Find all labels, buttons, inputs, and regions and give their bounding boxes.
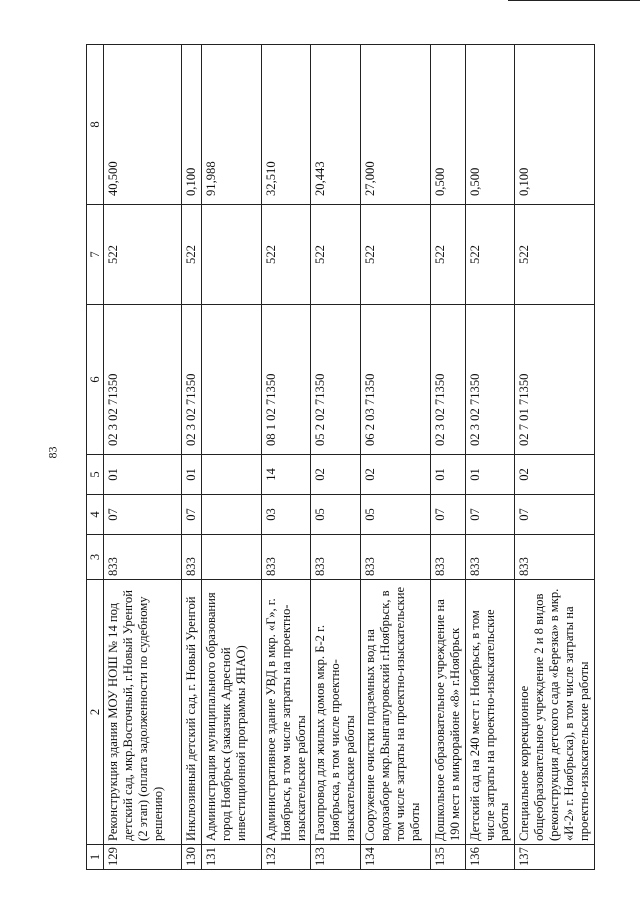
code-target-article: 06 2 03 71350 xyxy=(361,305,431,455)
row-number: 135 xyxy=(431,845,466,870)
code-subsection: 01 xyxy=(465,455,515,495)
row-number: 136 xyxy=(465,845,515,870)
page-number: 83 xyxy=(45,446,60,459)
code-target-article: 02 3 02 71350 xyxy=(465,305,515,455)
code-expense-type: 522 xyxy=(465,205,515,305)
code-subsection: 14 xyxy=(261,455,311,495)
code-section: 07 xyxy=(431,495,466,535)
code-subsection: 01 xyxy=(431,455,466,495)
row-number: 130 xyxy=(182,845,202,870)
table-row xyxy=(311,45,361,870)
code-ministry: 833 xyxy=(311,535,361,580)
code-expense-type xyxy=(201,205,261,305)
header-col-2: 2 xyxy=(87,580,104,845)
code-ministry: 833 xyxy=(465,535,515,580)
row-number: 131 xyxy=(201,845,261,870)
code-ministry xyxy=(201,535,261,580)
object-name: Дошкольное образовательное учреждение на 190 мест в микрорайоне «8» г.Ноябрьск xyxy=(431,580,466,845)
code-section: 07 xyxy=(182,495,202,535)
amount: 91,988 xyxy=(201,45,261,205)
code-subsection: 02 xyxy=(361,455,431,495)
object-name: Административное здание УВД в мкр. «Г», г. Ноябрьск, в том числе затраты на проектно-изыскательские работы xyxy=(261,580,311,845)
code-subsection xyxy=(201,455,261,495)
table-row xyxy=(261,45,311,870)
table-row xyxy=(361,45,431,870)
code-ministry: 833 xyxy=(515,535,594,580)
code-ministry: 833 xyxy=(431,535,466,580)
code-section: 07 xyxy=(515,495,594,535)
amount: 0,100 xyxy=(182,45,202,205)
code-expense-type: 522 xyxy=(261,205,311,305)
row-number: 129 xyxy=(104,845,182,870)
code-target-article: 02 3 02 71350 xyxy=(104,305,182,455)
row-number: 133 xyxy=(311,845,361,870)
table-row xyxy=(431,45,466,870)
code-expense-type: 522 xyxy=(515,205,594,305)
header-col-7: 7 xyxy=(87,205,104,305)
code-subsection: 02 xyxy=(515,455,594,495)
code-expense-type: 522 xyxy=(431,205,466,305)
code-expense-type: 522 xyxy=(361,205,431,305)
code-ministry: 833 xyxy=(361,535,431,580)
code-section: 07 xyxy=(104,495,182,535)
code-ministry: 833 xyxy=(104,535,182,580)
header-col-8: 8 xyxy=(87,45,104,205)
code-target-article: 02 3 02 71350 xyxy=(182,305,202,455)
row-number: 137 xyxy=(515,845,594,870)
object-name: Газопровод для жилых домов мкр. Б-2 г. Ноябрьска, в том числе проектно-изыскательские работы xyxy=(311,580,361,845)
amount: 0,500 xyxy=(431,45,466,205)
object-name: Инклюзивный детский сад, г. Новый Уренгой xyxy=(182,580,202,845)
table-row xyxy=(515,45,594,870)
amount: 0,500 xyxy=(465,45,515,205)
object-name: Администрация муниципального образования город Ноябрьск (заказчик Адресной инвестиционной программы ЯНАО) xyxy=(201,580,261,845)
amount: 32,510 xyxy=(261,45,311,205)
table-row xyxy=(201,45,261,870)
header-col-5: 5 xyxy=(87,455,104,495)
code-section: 07 xyxy=(465,495,515,535)
code-target-article: 08 1 02 71350 xyxy=(261,305,311,455)
code-target-article: 02 3 02 71350 xyxy=(431,305,466,455)
header-col-3: 3 xyxy=(87,535,104,580)
code-section xyxy=(201,495,261,535)
table-row xyxy=(465,45,515,870)
code-target-article: 02 7 01 71350 xyxy=(515,305,594,455)
object-name: Сооружение очистки подземных вод на водозаборе мкр.Вынгапуровский г.Ноябрьск, в том числе затраты на проектно-изыскательские работы xyxy=(361,580,431,845)
amount: 40,500 xyxy=(104,45,182,205)
code-ministry: 833 xyxy=(261,535,311,580)
table-row xyxy=(104,45,182,870)
amount: 20,443 xyxy=(311,45,361,205)
code-expense-type: 522 xyxy=(182,205,202,305)
code-expense-type: 522 xyxy=(104,205,182,305)
code-ministry: 833 xyxy=(182,535,202,580)
code-target-article xyxy=(201,305,261,455)
code-target-article: 05 2 02 71350 xyxy=(311,305,361,455)
header-col-1: 1 xyxy=(87,845,104,870)
code-subsection: 01 xyxy=(182,455,202,495)
header-row xyxy=(87,45,104,870)
header-col-6: 6 xyxy=(87,305,104,455)
amount: 27,000 xyxy=(361,45,431,205)
object-name: Реконструкция здания МОУ НОШ № 14 под детский сад, мкр.Восточный, г.Новый Уренгой (2 этап) (оплата задолженности по судебному решению) xyxy=(104,580,182,845)
table-row xyxy=(182,45,202,870)
table-container xyxy=(86,45,591,870)
object-name: Специальное коррекционное общеобразовательное учреждение 2 и 8 видов (реконструкция детского сада «Березка» в мкр. «И-2» г. Ноябрьска), в том числе затраты на проектно-изыскательские работы xyxy=(515,580,594,845)
budget-table xyxy=(86,44,595,870)
row-number: 132 xyxy=(261,845,311,870)
code-subsection: 02 xyxy=(311,455,361,495)
object-name: Детский сад на 240 мест г. Ноябрьск, в том числе затраты на проектно-изыскательские работы xyxy=(465,580,515,845)
code-section: 05 xyxy=(311,495,361,535)
row-number: 134 xyxy=(361,845,431,870)
header-col-4: 4 xyxy=(87,495,104,535)
code-subsection: 01 xyxy=(104,455,182,495)
amount: 0,100 xyxy=(515,45,594,205)
code-expense-type: 522 xyxy=(311,205,361,305)
corner-rule xyxy=(508,0,640,1)
code-section: 03 xyxy=(261,495,311,535)
code-section: 05 xyxy=(361,495,431,535)
